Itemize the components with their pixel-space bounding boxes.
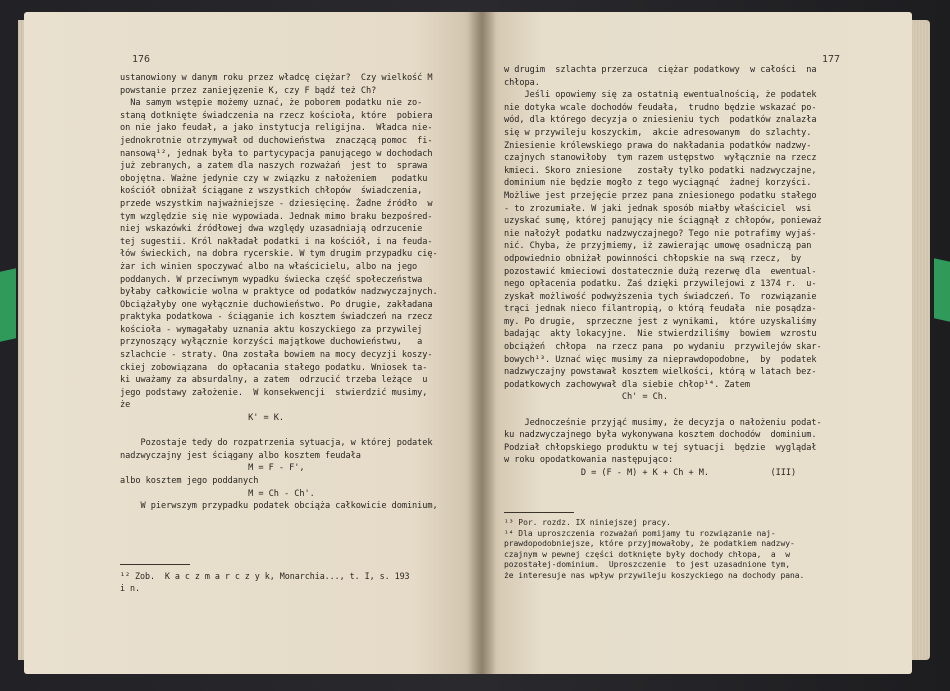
footnote-rule [504, 512, 574, 513]
page-stack-right [912, 20, 930, 660]
page-number: 177 [822, 54, 841, 65]
footnote-rule [120, 564, 190, 565]
green-marker-left [0, 268, 16, 341]
right-page [482, 12, 912, 674]
body-text: ustanowiony w danym roku przez władcę ciężar? Czy wielkość M powstanie przez zaniejęzenie K, czy F bądź też Ch? Na samym wstępie możemy uznać, że poborem podatku nie zo- staną dotknięte świadczenia na rzecz kościoła, które pobiera on nie jako feudał, a jako instytucja religijna. Władca nie- jednokrotnie otrzymywał od duchowieństwa znaczącą pomoc fi- nansową¹², jednak była to partycypacja panującego w dochodach już zebranych, a zatem dla naszych rozważań jest to sprawa obojętna. Ważne jedynie czy w związku z nałożeniem podatku kościół obniżał ściągane z wszystkich chłopów świadczenia, przede wszystkim najważniejsze - dziesięcinę. Żadne źródło w tym względzie się nie wypowiada. Jednak mimo braku bezpośred- niej wskazówki źródłowej dwa względy uzasadniają odrzucenie tej sugestii. Król nakładał podatki i na kościół, i na feuda- łów świeckich, na dobra rycerskie. W tym drugim przypadku cię- żar ich winien spoczywać albo na właścicielu, albo na jego poddanych. W przeciwnym wypadku świecka część społeczeństwa byłaby całkowicie wolna w praktyce od podatków nadzwyczajnych. Obciążałyby one wyłącznie duchowieństwo. Po drugie, zakładana praktyka podatkowa - ściąganie ich kosztem świadczeń na rzecz kościoła - wymagałaby uznania aktu koszyckiego za przywilej przynoszący wyłącznie korzyści majątkowe duchowieństwu, a szlachcie - straty. Ona została bowiem na mocy decyzji koszy- ckiej zobowiązana do opłacania stałego podatku. Wniosek ta- ki uważamy za absurdalny, a zatem odrzucić trzeba leżące u jego podstawy założenie. W konsekwencji stwierdzić musimy, że K' = K. Pozostaje tedy do rozpatrzenia sytuacja, w której podatek nadzwyczajny jest ściągany albo kosztem feudała M = F - F', albo kosztem jego poddanych M = Ch - Ch'. W pierwszym przypadku podatek obciąża całkowicie dominium, [120, 73, 438, 512]
body-text: w drugim szlachta przerzuca ciężar podatkowy w całości na chłopa. Jeśli opowiemy się za ostatnią ewentualnością, że podatek nie dotyka wcale dochodów feudała, trudno będzie wskazać po- wód, dla którego decyzja o zniesieniu tych podatków znalazła się w przywileju koszyckim, akcie adresowanym do szlachty. Zniesienie królewskiego prawa do nakładania podatków nadzwy- czajnych stanowiłoby tym razem ustępstwo wyłącznie na rzecz kmieci. Skoro zniesione zostały tylko podatki nadzwyczajne, dominium nie będzie mogło z tego wyciągnąć żadnej korzyści. Możliwe jest przejęcie przez pana zniesionego podatku stałego - to zrozumiałe. W jaki jednak sposób miałby właściciel wsi uzyskać sumę, której panujący nie ściągnął z chłopów, ponieważ nie nałożył podatku nadzwyczajnego? Tego nie potrafimy wyjaś- nić. Chyba, że przyjmiemy, iż zawierając umowę osadniczą pan odpowiednio obniżał powinności chłopskie na swą rzecz, by pozostawić kmieciowi dostatecznie dużą rezerwę dla ewentual- nego opłacenia podatku. Zaś dzięki przywilejowi z 1374 r. u- zyskał możliwość podwyższenia tych świadczeń. To rozwiązanie trąci jednak nieco filantropią, o którą feudała nie posądza- my. Po drugie, sprzeczne jest z wynikami, które uzyskaliśmy badając akty lokacyjne. Nie stwierdziliśmy bowiem wzrostu obciążeń chłopa na rzecz pana po wydaniu przywilejów skar- bowych¹³. Uznać więc musimy za nieprawdopodobne, by podatek nadzwyczajny powstawał kosztem wielkości, którą w latach bez- podatkowych zachowywał dla siebie chłop¹⁴. Zatem Ch' = Ch. Jednocześnie przyjąć musimy, że decyzja o nałożeniu podat- ku nadzwyczajnego była wykonywana kosztem dochodów dominium. Podział chłopskiego produktu w tej sytuacji będzie wyglądał w roku opodatkowania następująco: D = (F - M) + K + Ch + M. (III) [504, 65, 822, 478]
page-number: 176 [132, 54, 151, 65]
left-page [24, 12, 482, 674]
book-spine-shadow [468, 12, 496, 674]
green-marker-right [934, 258, 950, 321]
footnote: ¹² Zob. K a c z m a r c z y k, Monarchia..., t. I, s. 193 i n. [120, 571, 410, 593]
footnote: ¹³ Por. rozdz. IX niniejszej pracy. ¹⁴ Dla uproszczenia rozważań pomijamy tu rozwiązanie naj- prawdopodobniejsze, które przyjmowałoby, że podatkiem nadzwy- czajnym w pewnej części dotknięte były dochody chłopa, a w pozostałej-dominium. Uproszczenie to jest uzasadnione tym, że interesuje nas wpływ przywileju koszyckiego na dochody pana. [504, 518, 805, 580]
